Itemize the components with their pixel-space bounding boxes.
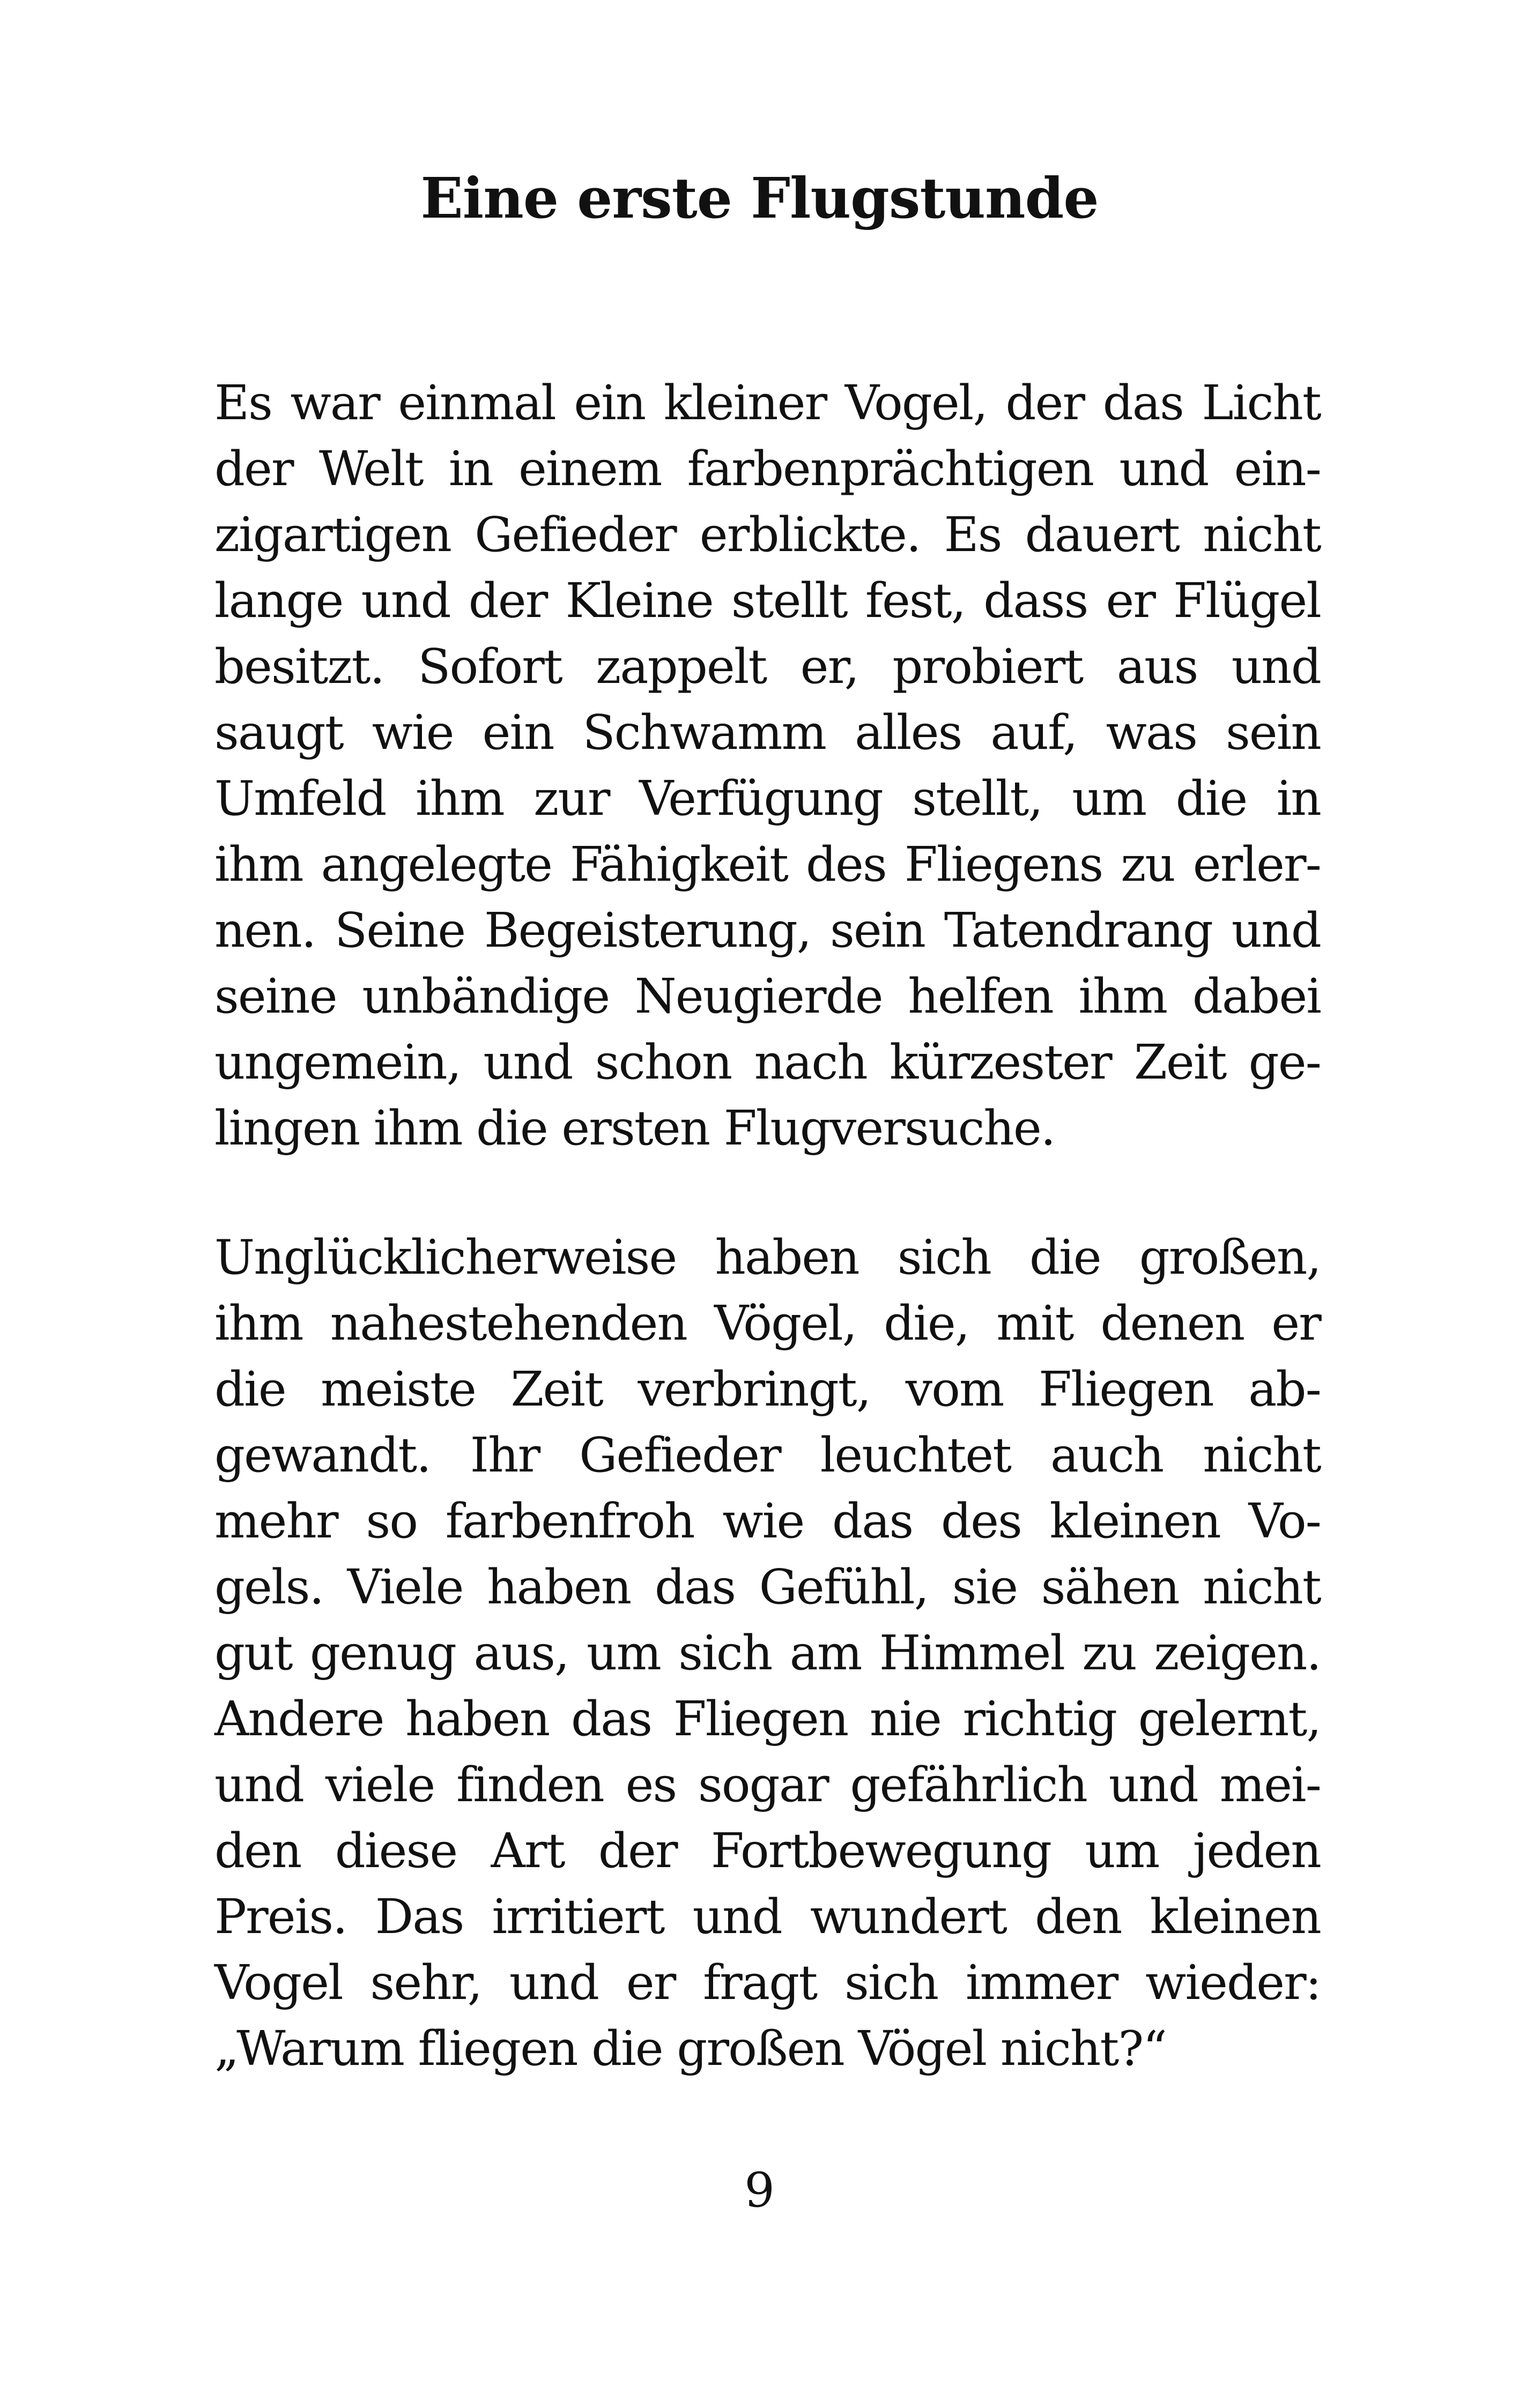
text-line: Unglücklicherweise haben sich die großen, xyxy=(214,1229,1321,1285)
text-line: die meiste Zeit verbringt, vom Fliegen ab- xyxy=(214,1361,1321,1417)
paragraph-2 xyxy=(214,1224,1321,2082)
text-line: „Warum fliegen die großen Vögel nicht?“ xyxy=(214,2020,1167,2076)
page-title: Eine erste Flugstunde xyxy=(420,165,1099,231)
text-line: Andere haben das Fliegen nie richtig gelernt, xyxy=(214,1691,1321,1746)
text-line: mehr so farbenfroh wie das des kleinen Vo- xyxy=(214,1493,1321,1549)
text-line: ihm nahestehenden Vögel, die, mit denen er xyxy=(214,1295,1321,1351)
text-line: lingen ihm die ersten Flugversuche. xyxy=(214,1100,1055,1156)
text-line: gewandt. Ihr Gefieder leuchtet auch nicht xyxy=(214,1427,1321,1483)
text-line: den diese Art der Fortbewegung um jeden xyxy=(214,1823,1321,1878)
text-line: Umfeld ihm zur Verfügung stellt, um die in xyxy=(214,770,1321,826)
text-line: Es war einmal ein kleiner Vogel, der das Licht xyxy=(214,375,1321,430)
page-number: 9 xyxy=(744,2162,775,2218)
text-line: gut genug aus, um sich am Himmel zu zeigen. xyxy=(214,1625,1321,1681)
text-line: Vogel sehr, und er fragt sich immer wieder: xyxy=(214,1954,1321,2010)
text-line: ihm angelegte Fähigkeit des Fliegens zu erler- xyxy=(214,836,1321,892)
text-line: gels. Viele haben das Gefühl, sie sähen nicht xyxy=(214,1559,1321,1615)
text-line: Preis. Das irritiert und wundert den kleinen xyxy=(214,1889,1321,1944)
text-line: nen. Seine Begeisterung, sein Tatendrang und xyxy=(214,902,1321,958)
text-line: besitzt. Sofort zappelt er, probiert aus und xyxy=(214,638,1321,694)
text-line: saugt wie ein Schwamm alles auf, was sein xyxy=(214,704,1321,760)
text-line: ungemein, und schon nach kürzester Zeit ge- xyxy=(214,1034,1321,1090)
text-line: der Welt in einem farbenprächtigen und ein- xyxy=(214,441,1321,496)
paragraph-1 xyxy=(214,370,1321,1161)
text-line: lange und der Kleine stellt fest, dass er Flügel xyxy=(214,573,1321,628)
text-line: zigartigen Gefieder erblickte. Es dauert nicht xyxy=(214,507,1321,562)
text-line: seine unbändige Neugierde helfen ihm dabei xyxy=(214,968,1321,1024)
text-line: und viele finden es sogar gefährlich und mei- xyxy=(214,1757,1321,1812)
